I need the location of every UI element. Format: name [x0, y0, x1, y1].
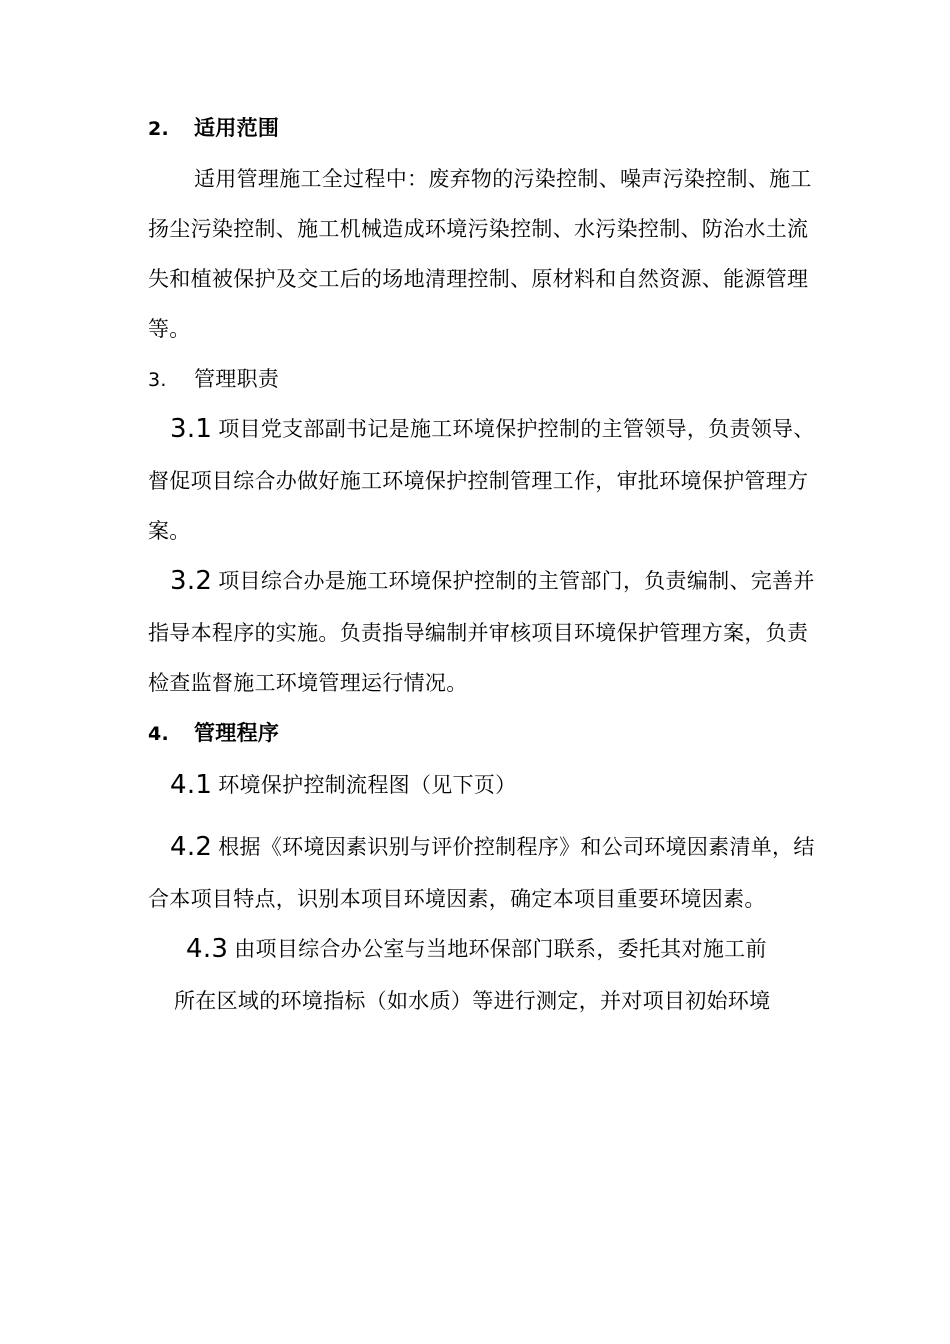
section-2-body-line-3: 失和植被保护及交工后的场地清理控制、原材料和自然资源、能源管理: [148, 267, 809, 291]
item-3-1-number: 3.1: [170, 414, 213, 444]
section-2-number: 2.: [148, 118, 170, 140]
item-4-3-number: 4.3: [186, 934, 229, 964]
item-3-2-number: 3.2: [170, 566, 213, 596]
section-2-body-line-1: 适用管理施工全过程中：废弃物的污染控制、噪声污染控制、施工: [194, 167, 812, 191]
item-3-1-line-2: 督促项目综合办做好施工环境保护控制管理工作，审批环境保护管理方: [148, 469, 809, 493]
item-4-1-number: 4.1: [170, 770, 213, 800]
item-3-2-line-3: 检查监督施工环境管理运行情况。: [148, 671, 468, 695]
item-4-1-line-1: [170, 772, 516, 798]
section-4-number: 4.: [148, 723, 170, 745]
item-4-2-text-1: 根据《环境因素识别与评价控制程序》和公司环境因素清单，结: [218, 835, 815, 859]
section-2-title: 适用范围: [194, 116, 280, 140]
item-3-2-line-2: 指导本程序的实施。负责指导编制并审核项目环境保护管理方案，负责: [148, 621, 809, 645]
item-3-1-line-1: [170, 416, 815, 442]
item-3-1-line-3: 案。: [148, 519, 191, 543]
item-4-3-line-1: [186, 936, 767, 962]
section-2-body-line-2: 扬尘污染控制、施工机械造成环境污染控制、水污染控制、防治水土流: [148, 217, 809, 241]
section-3-heading: [148, 366, 279, 393]
item-4-2-number: 4.2: [170, 832, 213, 862]
item-3-2-text-1: 项目综合办是施工环境保护控制的主管部门，负责编制、完善并: [218, 569, 815, 593]
section-2-body-line-4: 等。: [148, 317, 191, 341]
item-4-3-text-1: 由项目综合办公室与当地环保部门联系，委托其对施工前: [234, 937, 767, 961]
section-3-number: 3.: [148, 369, 167, 391]
item-3-2-line-1: [170, 568, 815, 594]
section-4-heading: [148, 720, 279, 747]
item-4-2-line-1: [170, 834, 815, 860]
item-4-1-text-1: 环境保护控制流程图（见下页）: [218, 773, 517, 797]
item-4-3-line-2: 所在区域的环境指标（如水质）等进行测定，并对项目初始环境: [174, 989, 771, 1013]
section-3-title: 管理职责: [194, 367, 280, 391]
item-3-1-text-1: 项目党支部副书记是施工环境保护控制的主管领导，负责领导、: [218, 417, 815, 441]
item-4-2-line-2: 合本项目特点，识别本项目环境因素，确定本项目重要环境因素。: [148, 887, 766, 911]
section-2-heading: [148, 115, 279, 142]
section-4-title: 管理程序: [194, 721, 280, 745]
